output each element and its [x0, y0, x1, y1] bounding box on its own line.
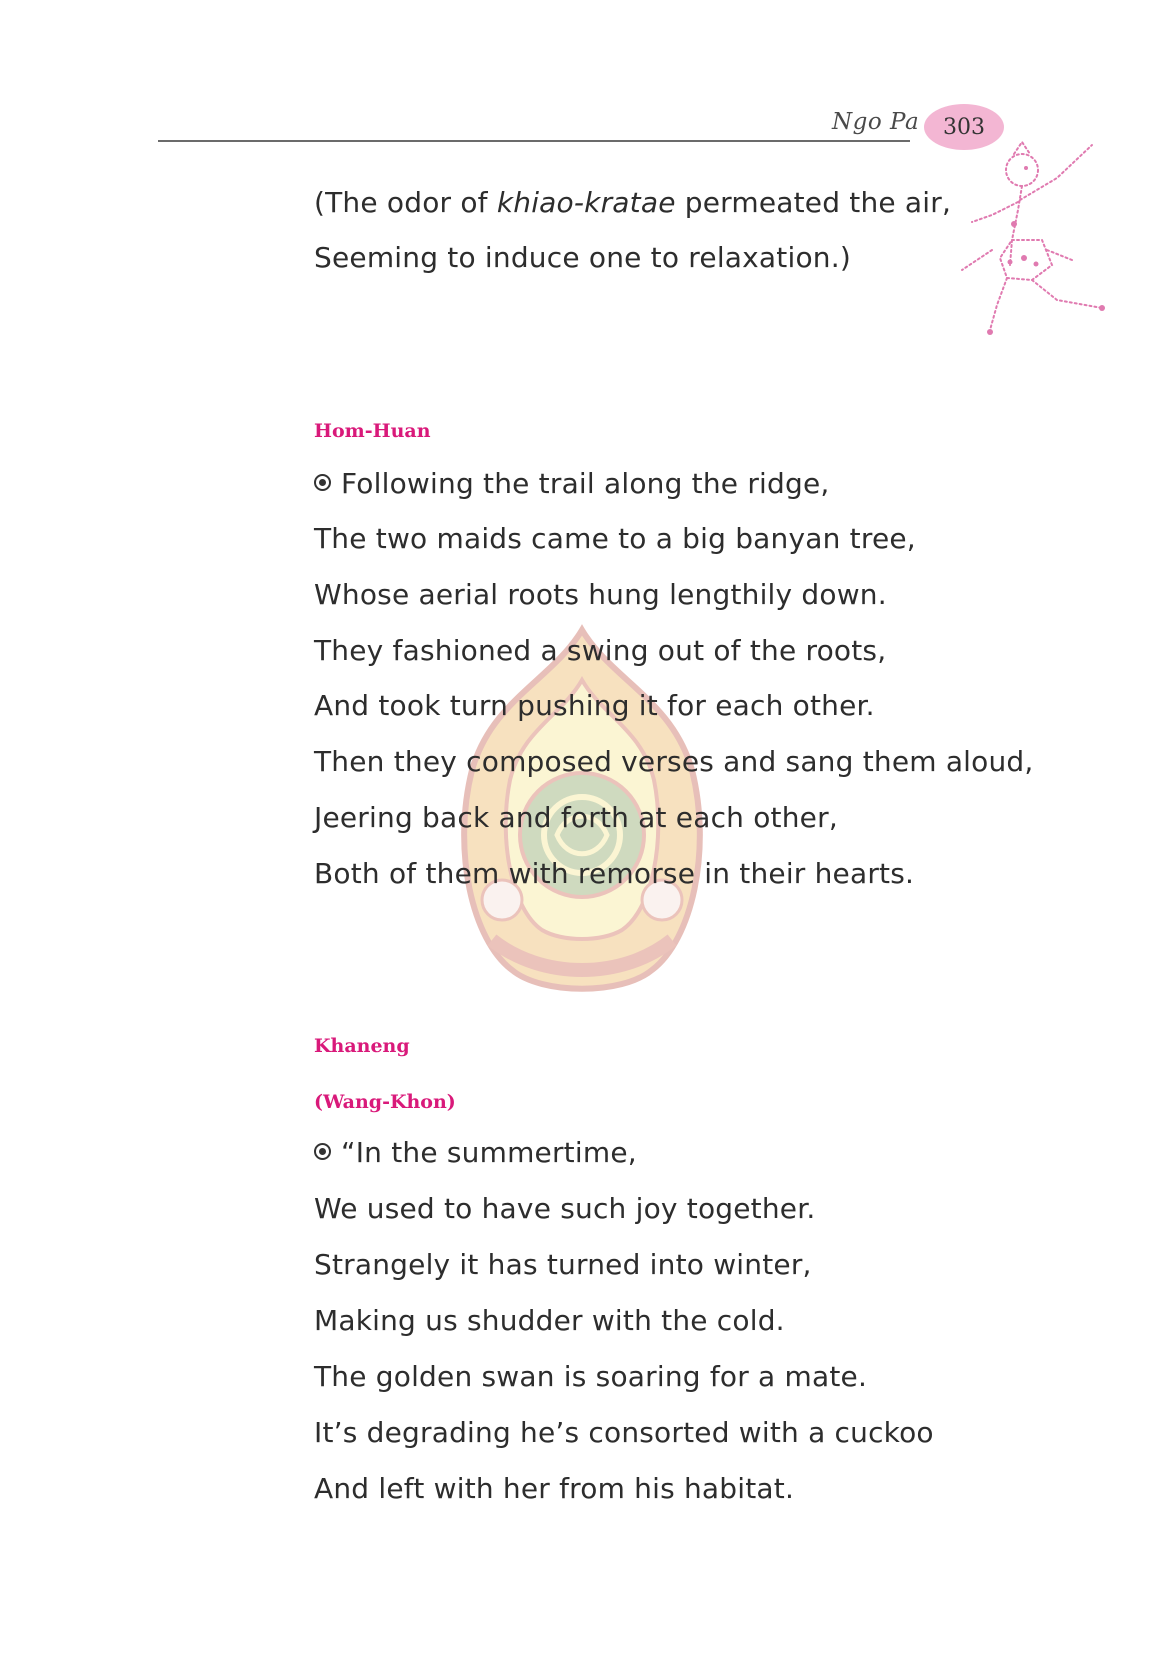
- verse-line: Both of them with remorse in their hearts.: [314, 857, 915, 890]
- verse-line-text: Following the trail along the ridge,: [341, 467, 830, 500]
- verse-line: We used to have such joy together.: [314, 1192, 816, 1225]
- intro-line-1-italic: khiao-kratae: [496, 186, 676, 219]
- page-number: 303: [943, 114, 985, 140]
- circle-dot-icon: [314, 474, 331, 491]
- section-heading-hom-huan: Hom-Huan: [314, 420, 431, 442]
- verse-line: The golden swan is soaring for a mate.: [314, 1360, 868, 1393]
- verse-line-text: “In the summertime,: [341, 1136, 637, 1169]
- verse-line: Strangely it has turned into winter,: [314, 1248, 812, 1281]
- verse-line: The two maids came to a big banyan tree,: [314, 522, 916, 555]
- verse-line: And left with her from his habitat.: [314, 1472, 795, 1505]
- verse-line: It’s degrading he’s consorted with a cuckoo: [314, 1416, 934, 1449]
- verse-line: And took turn pushing it for each other.: [314, 689, 875, 722]
- intro-line-2: Seeming to induce one to relaxation.): [314, 241, 851, 274]
- dancer-illustration: [952, 140, 1122, 350]
- intro-line-1-start: (The odor of: [314, 186, 497, 219]
- verse-line: They fashioned a swing out of the roots,: [314, 634, 887, 667]
- circle-dot-icon: [314, 1143, 331, 1160]
- verse-line: [314, 1136, 637, 1170]
- verse-line: Jeering back and forth at each other,: [314, 801, 838, 834]
- verse-line: Whose aerial roots hung lengthily down.: [314, 578, 887, 611]
- intro-line-1-end: permeated the air,: [675, 186, 952, 219]
- section-subheading-wang-khon: (Wang-Khon): [314, 1091, 456, 1113]
- header-rule: [158, 140, 910, 142]
- intro-line-1: [314, 186, 951, 220]
- verse-line: Making us shudder with the cold.: [314, 1304, 785, 1337]
- running-title: Ngo Pa: [832, 109, 920, 135]
- verse-line: Then they composed verses and sang them aloud,: [314, 745, 1034, 778]
- section-heading-khaneng: Khaneng: [314, 1035, 410, 1057]
- verse-line: [314, 467, 830, 501]
